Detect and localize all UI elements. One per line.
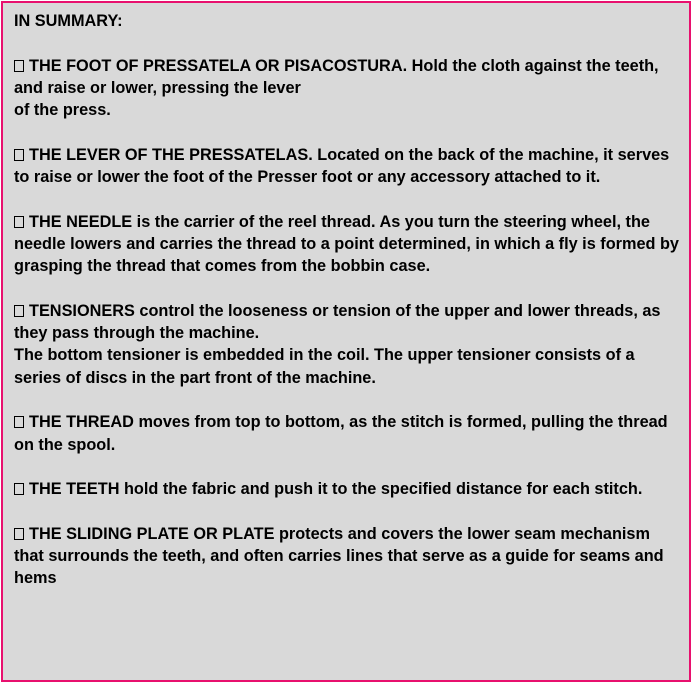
- summary-item-presser-lever: [14, 144, 679, 189]
- item-description: control the looseness or tension of the upper and lower threads, as they pass through the machine.: [14, 301, 661, 343]
- item-term: THE TEETH: [29, 480, 120, 499]
- summary-item-presser-foot: [14, 55, 679, 122]
- missing-glyph-box-icon: [14, 528, 24, 540]
- summary-heading: IN SUMMARY:: [14, 12, 123, 30]
- missing-glyph-box-icon: [14, 483, 24, 495]
- missing-glyph-box-icon: [14, 60, 24, 72]
- item-term: THE LEVER OF THE PRESSATELAS.: [29, 145, 313, 164]
- item-description: Located on the back of the machine, it serves to raise or lower the foot of the Presser foot or any accessory attached to it.: [14, 145, 670, 187]
- item-description-continued: of the press.: [14, 101, 111, 120]
- item-term: THE THREAD: [29, 413, 134, 432]
- missing-glyph-box-icon: [14, 416, 24, 428]
- item-term: THE FOOT OF PRESSATELA OR PISACOSTURA.: [29, 56, 408, 75]
- item-description: Hold the cloth against the teeth, and raise or lower, pressing the lever: [14, 56, 659, 97]
- item-term: THE SLIDING PLATE OR PLATE: [29, 524, 275, 543]
- item-description-continued: The bottom tensioner is embedded in the coil. The upper tensioner consists of a series of discs in the part front of the machine.: [14, 346, 635, 387]
- item-term: THE NEEDLE: [29, 212, 133, 231]
- missing-glyph-box-icon: [14, 149, 24, 161]
- missing-glyph-box-icon: [14, 216, 24, 228]
- item-description: moves from top to bottom, as the stitch is formed, pulling the thread on the spool.: [14, 413, 668, 454]
- item-description: is the carrier of the reel thread. As you turn the steering wheel, the needle lowers and carries the thread to a point determined, in which a fly is formed by grasping the thread that comes from the bobbin case.: [14, 212, 679, 276]
- summary-box: [1, 1, 691, 682]
- item-description: hold the fabric and push it to the specified distance for each stitch.: [119, 480, 643, 499]
- item-term: TENSIONERS: [29, 301, 135, 320]
- summary-item-teeth: [14, 478, 679, 500]
- summary-item-thread: [14, 411, 679, 456]
- summary-item-tensioners: [14, 300, 679, 389]
- summary-item-needle: [14, 211, 679, 278]
- missing-glyph-box-icon: [14, 305, 24, 317]
- summary-item-sliding-plate: [14, 523, 679, 590]
- item-description: protects and covers the lower seam mechanism that surrounds the teeth, and often carries lines that serve as a guide for seams and hems: [14, 524, 664, 588]
